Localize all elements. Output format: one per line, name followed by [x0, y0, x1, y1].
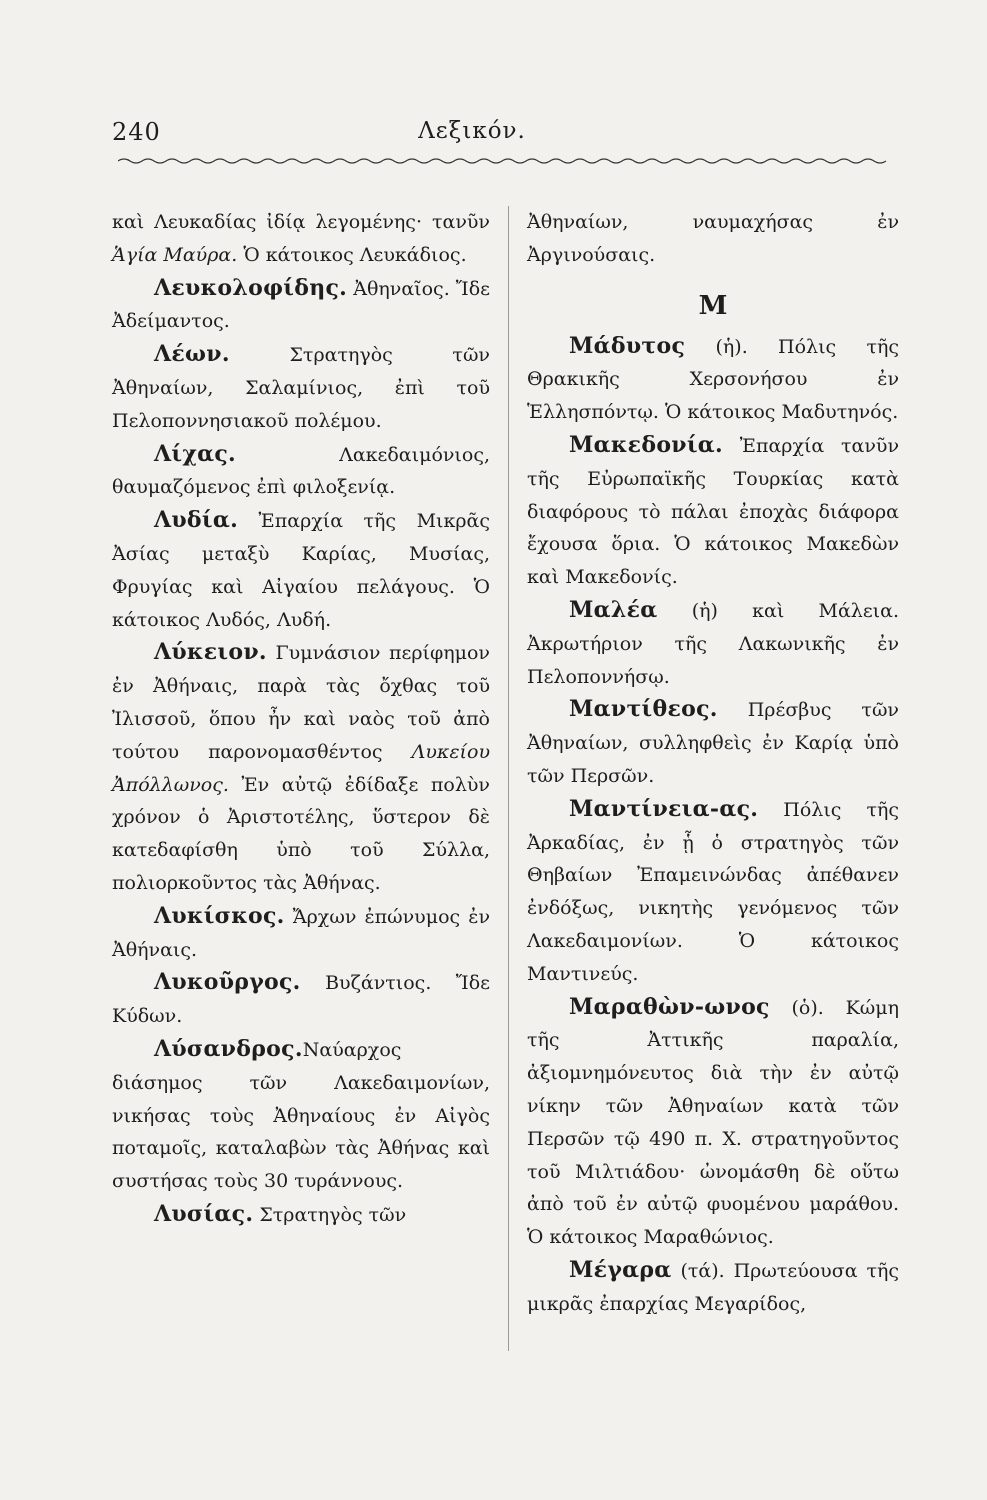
entry-italic-text: Λυκείου Ἀπόλλωνος.	[112, 740, 490, 796]
entry-headword: Μαντίθεος.	[569, 696, 718, 723]
dictionary-entry	[527, 594, 899, 693]
dictionary-entry	[112, 438, 490, 505]
dictionary-entry	[527, 429, 899, 594]
dictionary-entry	[112, 338, 490, 437]
entry-text: (τά). Πρωτεύουσα τῆς μικρᾶς ἐπαρχίας Μεγαρίδος,	[527, 1259, 899, 1315]
entry-text: Στρατηγὸς τῶν	[253, 1203, 407, 1226]
dictionary-entry	[112, 272, 490, 339]
entry-text: Ἀθηναῖος. Ἴδε Ἀδείμαντος.	[112, 277, 490, 333]
section-letter: M	[698, 290, 728, 321]
entry-text: Πόλις τῆς Ἀρκαδίας, ἐν ᾗ ὁ στρατηγὸς τῶν Θηβαίων Ἐπαμεινώνδας ἀπέθανεν ἐνδόξως, νικητὴς γενόμενος τῶν Λακεδαιμονίων. Ὁ κάτοικος Μαντινεύς.	[527, 798, 899, 985]
page-header	[112, 118, 892, 158]
entry-headword: Λύκειον.	[154, 639, 267, 666]
left-column	[112, 206, 490, 1232]
dictionary-entry	[112, 206, 490, 272]
entry-headword: Μαραθὼν-ωνος	[569, 993, 770, 1020]
dictionary-entry	[112, 636, 490, 899]
entry-text: Πρέσβυς τῶν Ἀθηναίων, συλληφθεὶς ἐν Καρίᾳ ὑπὸ τῶν Περσῶν.	[527, 699, 899, 787]
entry-text: Στρατηγὸς τῶν Ἀθηναίων, Σαλαμίνιος, ἐπὶ τοῦ Πελοποννησιακοῦ πολέμου.	[112, 344, 490, 432]
dictionary-entry	[112, 1033, 490, 1198]
wavy-rule-line	[118, 159, 886, 163]
page-title: Λεξικόν.	[418, 118, 526, 144]
entry-headword: Λυδία.	[154, 507, 239, 534]
entry-headword: Λυκοῦργος.	[154, 969, 301, 996]
entry-headword: Μακεδονία.	[569, 431, 723, 458]
dictionary-entry	[112, 966, 490, 1033]
entry-headword: Λευκολοφίδης.	[154, 274, 348, 301]
entry-headword: Μάδυτος	[569, 332, 686, 359]
entry-text: Γυμνάσιον περίφημον ἐν Ἀθήναις, παρὰ τὰς ὄχθας τοῦ Ἰλισσοῦ, ὅπου ἦν καὶ ναὸς τοῦ ἀπὸ τούτου παρονομασθέντος	[112, 642, 490, 763]
column-divider	[508, 206, 509, 1351]
right-column-entries	[527, 330, 899, 1321]
entry-text-after: Ἐν αὐτῷ ἐδίδαξε πολὺν χρόνον ὁ Ἀριστοτέλης, ὕστερον δὲ κατεδαφίσθη ὑπὸ τοῦ Σύλλα, πολιορκοῦντος τὰς Ἀθήνας.	[112, 773, 490, 894]
entry-text: (ἡ) καὶ Μάλεια. Ἀκρωτήριον τῆς Λακωνικῆς ἐν Πελοποννήσῳ.	[527, 599, 899, 688]
entry-text: Βυζάντιος. Ἴδε Κύδων.	[112, 972, 490, 1028]
right-column	[527, 206, 899, 1321]
entry-text: καὶ Λευκαδίας ἰδίᾳ λεγομένης· τανῦν	[112, 211, 490, 233]
entry-headword: Μαντίνεια-ας.	[569, 795, 759, 822]
dictionary-entry	[527, 1254, 899, 1321]
dictionary-entry	[527, 793, 899, 991]
dictionary-entry	[527, 991, 899, 1254]
entry-text: Λακεδαιμόνιος, θαυμαζόμενος ἐπὶ φιλοξενίᾳ.	[112, 443, 490, 499]
header-rule	[118, 156, 888, 166]
dictionary-entry	[527, 693, 899, 792]
entry-italic-text: Ἁγία Μαύρα.	[112, 243, 238, 266]
dictionary-entry	[112, 504, 490, 636]
dictionary-entry	[112, 900, 490, 967]
entry-text: (ὁ). Κώμη τῆς Ἀττικῆς παραλία, ἀξιομνημόνευτος διὰ τὴν ἐν αὐτῷ νίκην τῶν Ἀθηναίων κατὰ τῶν Περσῶν τῷ 490 π. Χ. στρατηγοῦντος τοῦ Μιλτιάδου· ὠνομάσθη δὲ οὕτω ἀπὸ τοῦ ἐν αὐτῷ φυομένου μαράθου. Ὁ κάτοικος Μαραθώνιος.	[527, 996, 899, 1249]
dictionary-entry	[527, 206, 899, 272]
entry-text: Ἐπαρχία τῆς Μικρᾶς Ἀσίας μεταξὺ Καρίας, Μυσίας, Φρυγίας καὶ Αἰγαίου πελάγους. Ὁ κάτοικος Λυδός, Λυδή.	[112, 510, 490, 631]
entry-headword: Μαλέα	[569, 596, 658, 623]
entry-headword: Μέγαρα	[569, 1256, 672, 1283]
entry-headword: Λύσανδρος.	[154, 1035, 303, 1062]
entry-headword: Λυκίσκος.	[154, 902, 285, 929]
entry-headword: Λέων.	[154, 341, 230, 368]
right-column-continuation	[527, 206, 899, 272]
entry-text: Ἐπαρχία τανῦν τῆς Εὐρωπαϊκῆς Τουρκίας κατὰ διαφόρους τὸ πάλαι ἐποχὰς διάφορα ἔχουσα ὅρια. Ὁ κάτοικος Μακεδὼν καὶ Μακεδονίς.	[527, 434, 899, 589]
dictionary-entry	[527, 330, 899, 429]
dictionary-entry	[112, 1198, 490, 1232]
entry-headword: Λίχας.	[154, 440, 236, 467]
entry-text: Ἄρχων ἐπώνυμος ἐν Ἀθήναις.	[112, 905, 490, 961]
entry-headword: Λυσίας.	[154, 1200, 254, 1227]
entry-text-after: Ὁ κάτοικος Λευκάδιος.	[237, 243, 467, 266]
page-number: 240	[112, 118, 161, 146]
entry-text: Ἀθηναίων, ναυμαχήσας ἐν Ἀργινούσαις.	[527, 211, 899, 266]
entry-text: Ναύαρχος διάσημος τῶν Λακεδαιμονίων, νικήσας τοὺς Ἀθηναίους ἐν Αἰγὸς ποταμοῖς, καταλαβὼν τὰς Ἀθήνας καὶ συστήσας τοὺς 30 τυράννους.	[112, 1038, 490, 1193]
entry-text: (ἡ). Πόλις τῆς Θρακικῆς Χερσονήσου ἐν Ἑλλησπόντῳ. Ὁ κάτοικος Μαδυτηνός.	[527, 335, 899, 424]
